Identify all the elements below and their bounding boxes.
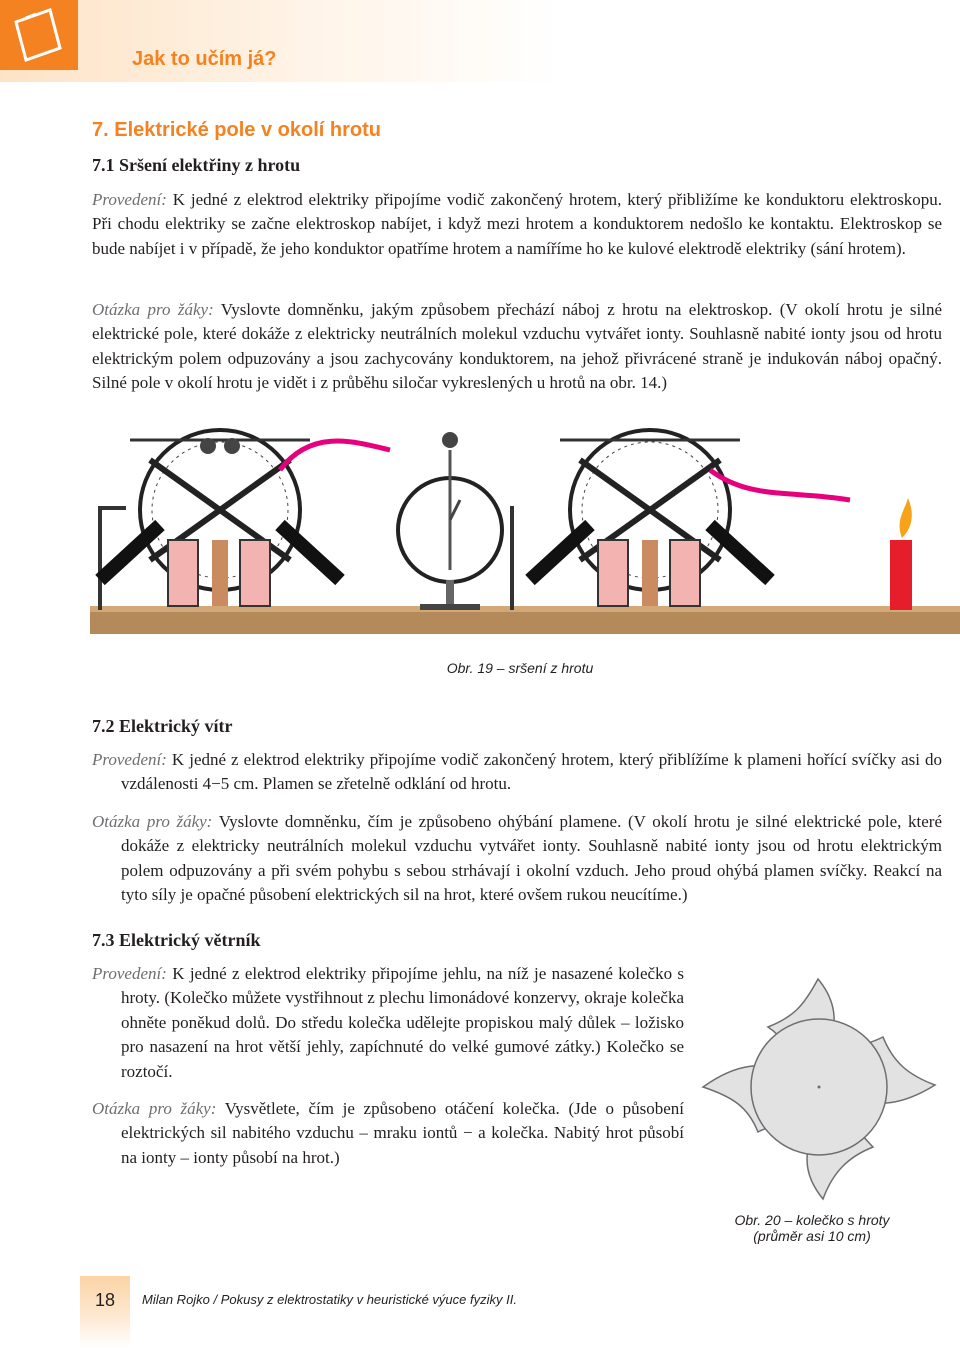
provedeni-label: Provedení: xyxy=(92,964,167,983)
figure-electrostatic-machines xyxy=(90,420,960,650)
page-number: 18 xyxy=(94,1290,116,1310)
otazka-label: Otázka pro žáky: xyxy=(92,812,213,831)
provedeni-text: K jedné z elektrod elektriky připojíme vodič zakončený hrotem, který přibližíme ke konduktoru elektroskopu. Při chodu elektriky se začne elektroskop nabíjet, i když mezi hrotem a konduktorem nedošlo ke kontaktu. Elektroskop se bude nabíjet i v případě, že jeho konduktor opatříme hrotem a namíříme ho ke kulové elektrodě elektriky (sání hrotem). xyxy=(92,190,943,258)
figure2-caption xyxy=(712,1212,912,1244)
figure2-caption-line1: Obr. 20 – kolečko s hroty xyxy=(734,1212,890,1228)
section3-otazka xyxy=(92,1097,684,1170)
section3-provedeni xyxy=(92,962,684,1084)
table-base xyxy=(90,610,960,634)
section-heading-7-2: 7.2 Elektrický vítr xyxy=(92,716,233,736)
footer-text: Milan Rojko / Pokusy z elektrostatiky v heuristické výuce fyziky II. xyxy=(142,1292,517,1307)
figure1-caption: Obr. 19 – sršení z hrotu xyxy=(446,660,594,676)
figure2-caption-line2: (průměr asi 10 cm) xyxy=(753,1228,871,1244)
otazka-label: Otázka pro žáky: xyxy=(92,1099,217,1118)
wire-magenta-right xyxy=(710,470,850,500)
logo xyxy=(0,0,78,70)
pinwheel-center xyxy=(818,1086,821,1089)
section2-provedeni xyxy=(92,748,942,797)
otazka-label: Otázka pro žáky: xyxy=(92,300,214,319)
wimshurst-machine-right xyxy=(510,430,770,610)
provedeni-label: Provedení: xyxy=(92,190,167,209)
wire-magenta-left xyxy=(280,441,390,470)
provedeni-label: Provedení: xyxy=(92,750,167,769)
chapter-title: 7. Elektrické pole v okolí hrotu xyxy=(92,119,381,141)
section2-otazka xyxy=(92,810,942,908)
electroscope xyxy=(398,432,502,610)
otazka-text: Vysvětlete, čím je způsobeno otáčení kolečka. (Jde o působení elektrických sil nabitého vzduchu – mraku iontů − a kolečka. Nabitý hrot působí na ionty – ionty působí na hrot.) xyxy=(121,1099,685,1167)
section1-otazka xyxy=(92,298,942,396)
wimshurst-machine-left xyxy=(98,430,340,610)
book-icon xyxy=(6,4,70,64)
figure-pinwheel xyxy=(683,967,953,1212)
section-heading-7-3: 7.3 Elektrický větrník xyxy=(92,930,261,950)
otazka-text: Vyslovte domněnku, čím je způsobeno ohýbání plamene. (V okolí hrotu je silné elektrické pole, které dokáže z elektricky neutrálních molekul vzduchu vytvářet ionty. Souhlasně nabité ionty jsou od hrotu elektrickým polem odpuzovány a při svém pohybu s sebou strhávají i okolní vzduch. Jeho proud ohýbá plamen svíčky. Reakcí na tyto síly je opačné působení elektrických sil na hrot, které ovšem rukou neucítíme.) xyxy=(121,812,943,905)
provedeni-text: K jedné z elektrod elektriky připojíme jehlu, na níž je nasazené kolečko s hroty. (Kolečko můžete vystřihnout z plechu limonádové konzervy, okraje kolečka ohněte poněkud dolů. Do středu kolečka udělejte propiskou malý důlek – ložisko pro nasazení na hrot větší jehly, zapíchnuté do velké gumové zátky.) Kolečko se roztočí. xyxy=(121,964,685,1081)
section1-provedeni xyxy=(92,188,942,261)
provedeni-text: K jedné z elektrod elektriky připojíme vodič zakončený hrotem, který přiblížíme k plameni hořící svíčky asi do vzdálenosti 4−5 cm. Plamen se zřetelně odklání od hrotu. xyxy=(121,750,943,794)
candle xyxy=(890,498,912,610)
otazka-text: Vyslovte domněnku, jakým způsobem přechází náboj z hrotu na elektroskop. (V okolí hrotu je silné elektrické pole, které dokáže z elektricky neutrálních molekul vzduchu vytvářet ionty. Souhlasně nabité ionty jsou od hrotu elektrickým polem odpuzovány a jsou zachycovány konduktorem, na jehož přivrácené straně je indukován náboj opačný. Silné pole v okolí hrotu je vidět i z průběhu siločar vykreslených u hrotů na obr. 14.) xyxy=(92,300,942,393)
header-title: Jak to učím já? xyxy=(132,48,277,70)
section-heading-7-1: 7.1 Sršení elektřiny z hrotu xyxy=(92,155,301,175)
footer-band xyxy=(80,1276,130,1348)
header-band xyxy=(0,0,560,82)
